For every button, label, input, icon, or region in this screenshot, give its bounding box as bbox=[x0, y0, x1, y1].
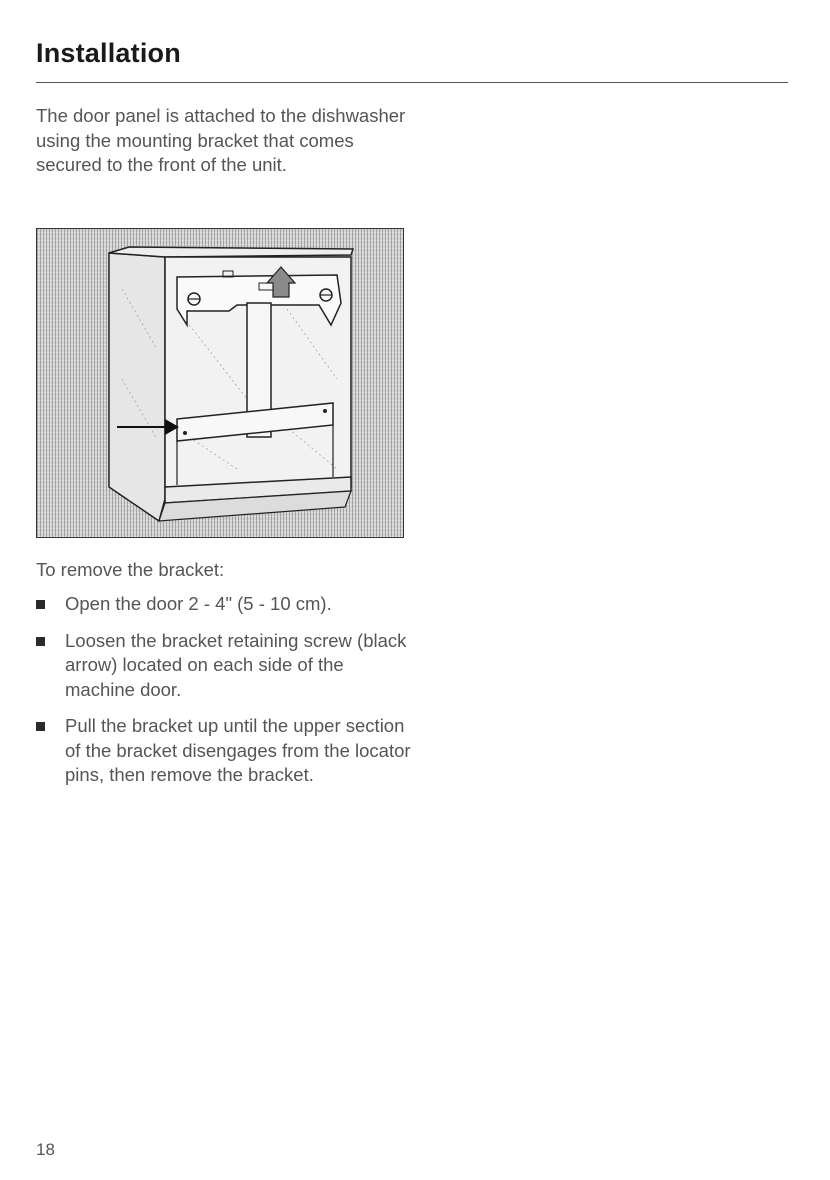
bullet-icon bbox=[36, 600, 45, 609]
bullet-icon bbox=[36, 637, 45, 646]
list-item bbox=[36, 592, 416, 617]
dishwasher-side-panel bbox=[109, 253, 165, 521]
page-number: 18 bbox=[36, 1140, 55, 1159]
intro-paragraph: The door panel is attached to the dishwasher using the mounting bracket that comes secured to the front of the unit. bbox=[36, 105, 406, 175]
instruction-list bbox=[36, 592, 416, 800]
step-text: Open the door 2 - 4" (5 - 10 cm). bbox=[65, 593, 332, 614]
page-title: Installation bbox=[36, 38, 181, 68]
step-text: Pull the bracket up until the upper section of the bracket disengages from the locator pins, then remove the bracket. bbox=[65, 715, 411, 785]
list-item bbox=[36, 629, 416, 703]
step-text: Loosen the bracket retaining screw (black arrow) located on each side of the machine door. bbox=[65, 629, 407, 700]
bullet-icon bbox=[36, 722, 45, 731]
instructions-lead: To remove the bracket: bbox=[36, 559, 225, 580]
list-item bbox=[36, 714, 416, 788]
dishwasher-top-edge bbox=[109, 247, 353, 257]
header-divider bbox=[36, 82, 788, 83]
dishwasher-bracket-illustration bbox=[36, 228, 404, 538]
